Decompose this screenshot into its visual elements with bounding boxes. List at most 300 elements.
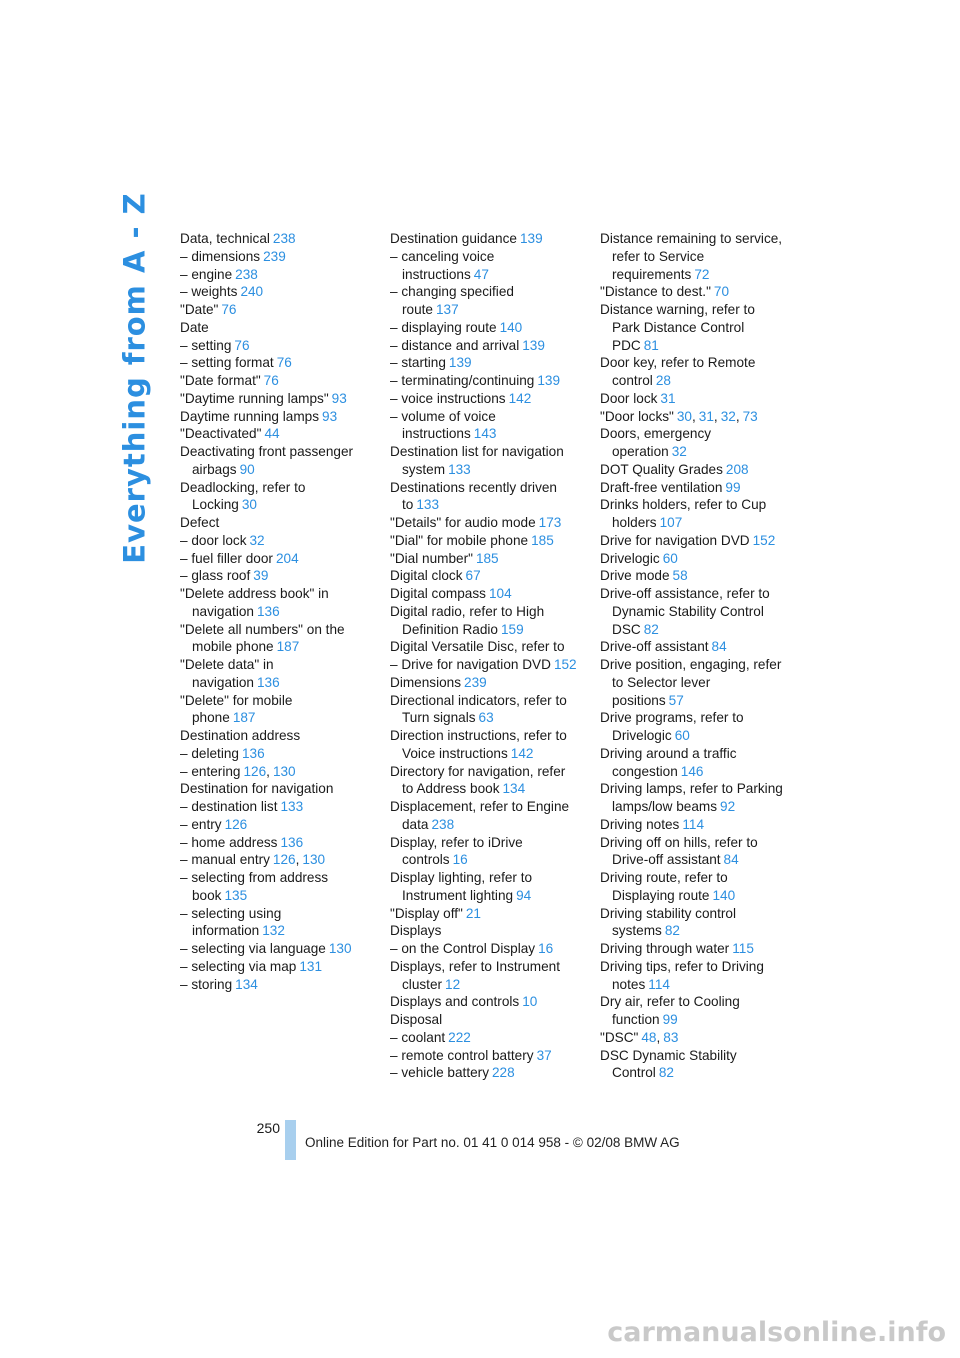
index-entry-text: Drive programs, refer to	[600, 710, 744, 726]
index-entry-text: route	[402, 302, 433, 317]
page-link[interactable]: 99	[725, 479, 741, 495]
index-entry	[390, 780, 590, 798]
index-entry	[390, 496, 590, 514]
page-link[interactable]: 133	[448, 461, 471, 477]
page-link[interactable]: 136	[280, 834, 304, 850]
page-link[interactable]: 63	[478, 710, 494, 726]
index-entry-text: Drivelogic	[612, 728, 672, 743]
page-link[interactable]: 58	[672, 568, 688, 584]
index-entry-text: "Daytime running lamps"	[180, 390, 329, 406]
index-entry	[600, 1047, 800, 1065]
page-link[interactable]: 76	[234, 337, 250, 353]
page-link[interactable]: 136	[241, 745, 265, 761]
page-link[interactable]: 126	[272, 852, 296, 868]
index-entry	[390, 372, 590, 390]
page-link[interactable]: 76	[276, 355, 292, 371]
index-entry	[390, 1047, 590, 1065]
index-entry-text: "Door locks"	[600, 408, 674, 424]
index-column-2	[390, 230, 590, 1082]
index-entry-text: mobile phone	[192, 639, 274, 655]
index-entry-text: Digital clock	[390, 568, 463, 584]
index-entry-text: "Delete" for mobile	[180, 692, 293, 708]
index-entry-text: – changing specified	[390, 284, 514, 300]
page-link[interactable]: 72	[694, 266, 710, 282]
page-link[interactable]: 239	[263, 248, 286, 264]
index-entry-text: – entering	[180, 763, 241, 779]
index-entry-text: system	[402, 461, 446, 477]
index-entry	[600, 940, 800, 958]
index-entry-text: – door lock	[180, 532, 247, 548]
page-link[interactable]: 185	[531, 532, 554, 548]
index-entry-text: Data, technical	[180, 231, 270, 246]
page-link[interactable]: 99	[662, 1012, 678, 1027]
page-link[interactable]: 136	[256, 603, 280, 619]
index-entry	[390, 301, 590, 319]
page-link[interactable]: 76	[263, 373, 279, 388]
index-entry-text: Destinations recently driven	[390, 479, 557, 495]
index-entry-text: PDC	[612, 337, 641, 353]
index-entry	[600, 550, 800, 568]
page-link[interactable]: 126	[243, 763, 267, 779]
index-entry-text: Driving through water	[600, 941, 730, 956]
index-entry	[390, 798, 590, 816]
index-entry-text: function	[612, 1012, 660, 1027]
index-entry-text: holders	[612, 515, 657, 530]
page-link[interactable]: 134	[235, 976, 258, 992]
index-entry	[600, 692, 800, 710]
index-entry	[180, 283, 380, 301]
index-entry	[600, 496, 800, 514]
index-entry-text: "Dial" for mobile phone	[390, 532, 529, 548]
page-link[interactable]: 146	[680, 763, 704, 779]
index-entry-text: Drive-off assistant	[612, 852, 721, 868]
page-link[interactable]: 31	[698, 408, 714, 424]
index-entry-text: "Details" for audio mode	[390, 515, 536, 530]
index-entry	[600, 638, 800, 656]
page-link[interactable]: 137	[435, 302, 459, 317]
page-link[interactable]: 139	[519, 231, 543, 246]
index-entry-text: – weights	[180, 284, 238, 300]
index-entry	[180, 248, 380, 266]
index-entry-text: congestion	[612, 763, 678, 779]
page-link[interactable]: 67	[465, 568, 481, 584]
index-entry	[390, 993, 590, 1011]
page-link[interactable]: 84	[711, 639, 727, 655]
index-entry	[600, 709, 800, 727]
index-entry-text: – canceling voice	[390, 248, 495, 264]
page-link[interactable]: 152	[553, 657, 577, 672]
index-entry-text: navigation	[192, 603, 254, 619]
index-entry-text: Drive mode	[600, 568, 670, 584]
page-link[interactable]: 132	[262, 923, 285, 939]
page-link[interactable]: 239	[464, 674, 487, 690]
page-link[interactable]: 82	[664, 923, 680, 939]
index-entry	[600, 674, 800, 692]
page-number: 250	[256, 1120, 280, 1136]
index-entry	[390, 283, 590, 301]
index-entry	[600, 443, 800, 461]
index-entry-text: – vehicle battery	[390, 1065, 489, 1081]
index-entry-text: to Address book	[402, 781, 500, 797]
index-entry	[180, 266, 380, 284]
index-entry	[180, 443, 380, 461]
page-link[interactable]: 135	[224, 887, 248, 903]
index-entry	[390, 922, 590, 940]
index-entry-text: Display lighting, refer to	[390, 870, 533, 885]
index-entry-text: information	[192, 923, 260, 939]
page-link[interactable]: 130	[302, 852, 326, 868]
page-separator: ,	[713, 408, 718, 424]
page-link[interactable]: 134	[502, 781, 526, 797]
page-link[interactable]: 94	[516, 887, 532, 903]
page-link[interactable]: 84	[723, 852, 739, 868]
index-entry	[180, 603, 380, 621]
index-entry-text: – starting	[390, 355, 446, 371]
index-entry	[390, 337, 590, 355]
index-entry-text: to	[402, 497, 414, 513]
index-entry-text: Display, refer to iDrive	[390, 834, 523, 850]
page-link[interactable]: 60	[662, 550, 678, 566]
index-entry-text: Disposal	[390, 1012, 443, 1027]
index-entry	[180, 425, 380, 443]
index-entry-text: "DSC"	[600, 1029, 639, 1045]
page-link[interactable]: 152	[752, 532, 776, 548]
index-entry-text: Doors, emergency	[600, 426, 712, 442]
index-entry	[180, 230, 380, 248]
index-entry	[180, 816, 380, 834]
index-entry	[180, 763, 380, 781]
index-entry	[180, 354, 380, 372]
index-entry	[600, 905, 800, 923]
index-entry	[390, 638, 590, 656]
index-entry-text: – terminating/continuing	[390, 373, 535, 388]
index-entry	[390, 603, 590, 621]
index-entry	[180, 745, 380, 763]
index-entry-text: Driving lamps, refer to Parking	[600, 781, 783, 797]
index-entry	[180, 709, 380, 727]
page-link[interactable]: 30	[241, 497, 257, 513]
page-link[interactable]: 173	[538, 515, 562, 530]
index-entry	[390, 905, 590, 923]
page-link[interactable]: 142	[508, 390, 532, 406]
page-link[interactable]: 139	[522, 337, 545, 353]
index-entry-text: – dimensions	[180, 248, 261, 264]
index-entry-text: – coolant	[390, 1029, 446, 1045]
index-entry	[390, 851, 590, 869]
index-entry	[600, 301, 800, 319]
page-link[interactable]: 73	[742, 408, 758, 424]
index-entry	[180, 976, 380, 994]
index-entry	[390, 354, 590, 372]
index-entry-text: Deactivating front passenger	[180, 444, 354, 459]
index-entry-text: to Selector lever	[612, 674, 711, 690]
index-entry	[600, 603, 800, 621]
index-entry	[600, 461, 800, 479]
index-entry-text: Distance remaining to service,	[600, 231, 783, 246]
index-entry	[600, 993, 800, 1011]
index-entry	[180, 567, 380, 585]
index-entry	[390, 1029, 590, 1047]
index-entry-text: Destination list for navigation	[390, 444, 564, 459]
page-link[interactable]: 83	[663, 1029, 679, 1045]
page-link[interactable]: 10	[522, 994, 538, 1010]
index-entry	[390, 585, 590, 603]
page-link[interactable]: 44	[264, 426, 280, 442]
index-entry-text: Displays	[390, 923, 442, 939]
index-entry	[180, 550, 380, 568]
index-entry-text: Distance warning, refer to	[600, 302, 755, 317]
index-entry	[390, 514, 590, 532]
page-link[interactable]: 208	[725, 461, 749, 477]
index-entry	[390, 461, 590, 479]
index-entry-text: controls	[402, 852, 450, 868]
index-entry-text: Directory for navigation, refer	[390, 763, 566, 779]
page-link[interactable]: 57	[668, 692, 684, 708]
page-link[interactable]: 92	[720, 799, 736, 814]
index-entry-text: "Display off"	[390, 905, 463, 921]
page-link[interactable]: 133	[280, 799, 304, 814]
page-link[interactable]: 16	[452, 852, 468, 868]
index-entry	[600, 1064, 800, 1082]
page-separator: ,	[295, 852, 300, 868]
index-entry-text: Driving tips, refer to Driving	[600, 958, 764, 974]
page-link[interactable]: 82	[643, 621, 659, 637]
page-link[interactable]: 32	[249, 532, 265, 548]
page-link[interactable]: 222	[448, 1029, 471, 1045]
page-link[interactable]: 32	[720, 408, 736, 424]
index-entry	[390, 479, 590, 497]
index-entry	[180, 727, 380, 745]
index-entry-text: "Date format"	[180, 373, 261, 388]
page-link[interactable]: 139	[537, 373, 561, 388]
index-entry-text: requirements	[612, 266, 692, 282]
index-entry-text: Locking	[192, 497, 239, 513]
page-link[interactable]: 16	[538, 941, 554, 956]
page-separator: ,	[656, 1029, 661, 1045]
index-entry	[180, 337, 380, 355]
page-separator: ,	[692, 408, 696, 424]
index-entry-text: – distance and arrival	[390, 337, 520, 353]
index-entry-text: Digital radio, refer to High	[390, 603, 545, 619]
page-link[interactable]: 139	[448, 355, 472, 371]
index-entry-text: refer to Service	[612, 248, 705, 264]
index-entry	[390, 834, 590, 852]
index-entry	[180, 905, 380, 923]
index-entry	[390, 230, 590, 248]
index-entry-text: navigation	[192, 674, 254, 690]
index-entry-text: – Drive for navigation DVD	[390, 657, 551, 672]
page-link[interactable]: 39	[253, 568, 269, 584]
index-entry-text: – on the Control Display	[390, 941, 536, 956]
page-link[interactable]: 228	[492, 1065, 515, 1081]
index-entry-text: Control	[612, 1065, 656, 1081]
index-entry-text: Digital compass	[390, 586, 486, 601]
page-link[interactable]: 48	[641, 1029, 657, 1045]
index-entry	[390, 319, 590, 337]
index-entry	[600, 727, 800, 745]
page-link[interactable]: 130	[272, 763, 296, 779]
page-link[interactable]: 126	[224, 816, 248, 832]
side-title-text: Everything from A - Z	[118, 192, 152, 564]
page-link[interactable]: 28	[655, 373, 671, 388]
page-link[interactable]: 240	[240, 284, 264, 300]
page-link[interactable]: 60	[674, 728, 690, 743]
page-link[interactable]: 30	[676, 408, 692, 424]
index-entry	[600, 372, 800, 390]
index-entry	[600, 887, 800, 905]
index-entry	[600, 763, 800, 781]
index-entry	[600, 798, 800, 816]
page-link[interactable]: 136	[256, 674, 280, 690]
page-link[interactable]: 114	[648, 976, 670, 992]
page-link[interactable]: 31	[660, 390, 676, 406]
index-entry-text: "Date"	[180, 302, 219, 317]
index-entry	[180, 851, 380, 869]
page-separator: ,	[735, 408, 740, 424]
index-column-1	[180, 230, 380, 993]
index-entry-text: DOT Quality Grades	[600, 461, 723, 477]
index-entry-text: – engine	[180, 266, 233, 282]
index-entry-text: – glass roof	[180, 568, 251, 584]
index-entry-text: – selecting via map	[180, 958, 297, 974]
page-link[interactable]: 82	[658, 1065, 674, 1081]
index-entry-text: Deadlocking, refer to	[180, 479, 306, 495]
index-entry-text: – manual entry	[180, 852, 270, 868]
index-entry	[180, 621, 380, 639]
index-entry	[600, 567, 800, 585]
page-link[interactable]: 140	[499, 319, 523, 335]
index-entry-text: Door key, refer to Remote	[600, 355, 756, 371]
page-link[interactable]: 159	[500, 621, 524, 637]
page-link[interactable]: 37	[536, 1047, 552, 1063]
index-entry-text: Dynamic Stability Control	[612, 603, 764, 619]
index-entry-text: "Dial number"	[390, 550, 473, 566]
side-title	[118, 192, 152, 564]
page-link[interactable]: 238	[272, 231, 296, 246]
index-entry	[180, 301, 380, 319]
index-entry-text: Draft-free ventilation	[600, 479, 723, 495]
page-link[interactable]: 32	[671, 444, 687, 459]
index-entry	[600, 408, 800, 426]
page-link[interactable]: 130	[328, 941, 352, 956]
index-entry	[180, 958, 380, 976]
index-entry	[600, 532, 800, 550]
index-entry-text: Park Distance Control	[612, 319, 745, 335]
page-link[interactable]: 185	[475, 550, 499, 566]
index-entry	[180, 887, 380, 905]
index-entry	[390, 763, 590, 781]
index-entry	[180, 319, 380, 337]
index-entry	[390, 567, 590, 585]
page-link[interactable]: 47	[473, 266, 489, 282]
index-entry	[180, 656, 380, 674]
index-entry-text: Definition Radio	[402, 621, 498, 637]
index-entry-text: Voice instructions	[402, 745, 508, 761]
index-entry	[390, 621, 590, 639]
index-entry-text: Digital Versatile Disc, refer to	[390, 639, 565, 655]
index-entry-text: Directional indicators, refer to	[390, 692, 567, 708]
page-link[interactable]: 187	[276, 639, 300, 655]
index-entry	[600, 266, 800, 284]
index-entry	[390, 976, 590, 994]
index-entry-text: Driving route, refer to	[600, 870, 728, 885]
index-entry	[600, 780, 800, 798]
footer-edition-text: Online Edition for Part no. 01 41 0 014 958 - © 02/08 BMW AG	[305, 1135, 680, 1150]
index-entry-text: Driving stability control	[600, 905, 736, 921]
index-entry	[390, 425, 590, 443]
index-entry-text: "Delete all numbers" on the	[180, 621, 345, 637]
index-entry-text: Direction instructions, refer to	[390, 728, 567, 743]
index-entry	[600, 319, 800, 337]
index-entry	[600, 425, 800, 443]
index-entry-text: – selecting from address	[180, 870, 329, 885]
page-link[interactable]: 104	[488, 586, 512, 601]
index-entry	[390, 674, 590, 692]
page-separator: ,	[266, 763, 270, 779]
index-entry	[600, 958, 800, 976]
page-link[interactable]: 76	[221, 302, 237, 317]
index-entry-text: DSC	[612, 621, 641, 637]
index-entry	[600, 816, 800, 834]
index-entry-text: book	[192, 887, 222, 903]
index-entry-text: – voice instructions	[390, 390, 506, 406]
page-link[interactable]: 238	[235, 266, 258, 282]
index-entry-text: – selecting via language	[180, 941, 326, 956]
index-entry	[180, 692, 380, 710]
index-entry-text: Driving notes	[600, 816, 680, 832]
index-entry	[180, 798, 380, 816]
index-entry-text: "Delete address book" in	[180, 586, 329, 601]
page-link[interactable]: 21	[465, 905, 481, 921]
page-link[interactable]: 90	[239, 461, 255, 477]
page-link[interactable]: 131	[299, 958, 323, 974]
index-entry	[600, 230, 800, 248]
page-link[interactable]: 143	[473, 426, 497, 442]
watermark: carmanualsonline.info	[607, 1317, 946, 1348]
page-link[interactable]: 115	[732, 941, 754, 956]
page-link[interactable]: 238	[431, 816, 455, 832]
index-entry-text: – setting format	[180, 355, 274, 371]
page-link[interactable]: 142	[510, 745, 534, 761]
page-link[interactable]: 107	[659, 515, 683, 530]
index-entry-text: "Distance to dest."	[600, 284, 711, 300]
index-entry	[600, 479, 800, 497]
index-entry-text: Displays and controls	[390, 994, 520, 1010]
index-entry-text: cluster	[402, 976, 443, 992]
page-link[interactable]: 93	[331, 390, 347, 406]
page-link[interactable]: 133	[416, 497, 440, 513]
page-link[interactable]: 114	[682, 816, 705, 832]
page-link[interactable]: 204	[275, 550, 299, 566]
index-entry	[600, 283, 800, 301]
index-entry	[600, 621, 800, 639]
index-entry-text: Dry air, refer to Cooling	[600, 994, 740, 1010]
index-entry-text: systems	[612, 923, 662, 939]
page-link[interactable]: 140	[712, 887, 736, 903]
index-entry-text: notes	[612, 976, 646, 992]
index-entry	[600, 514, 800, 532]
page-link[interactable]: 187	[232, 710, 256, 726]
page-link[interactable]: 81	[643, 337, 659, 353]
page-link[interactable]: 93	[322, 408, 338, 424]
index-entry-text: Destination address	[180, 728, 301, 743]
index-entry-text: – destination list	[180, 799, 278, 814]
index-entry-text: phone	[192, 710, 230, 726]
index-entry	[390, 727, 590, 745]
page-link[interactable]: 70	[713, 284, 730, 300]
page-link[interactable]: 12	[445, 976, 461, 992]
index-entry-text: Drive-off assistant	[600, 639, 709, 655]
